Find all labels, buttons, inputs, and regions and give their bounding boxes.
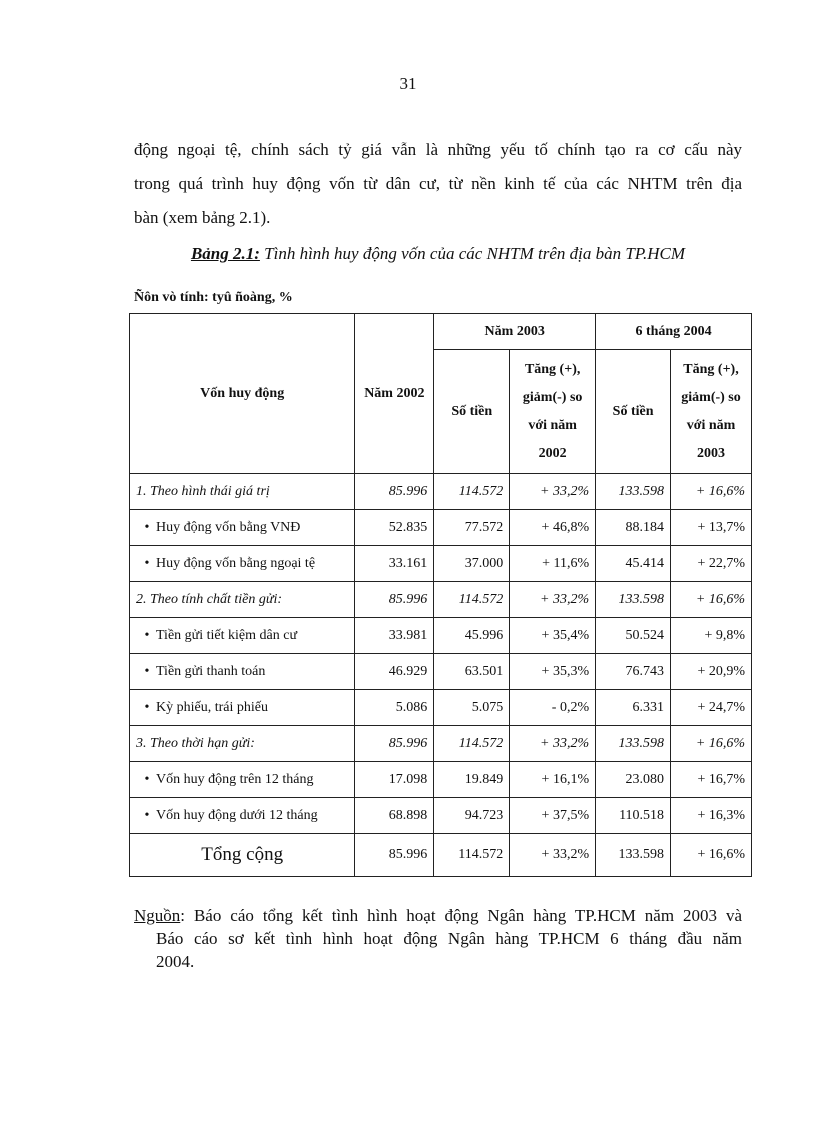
cell-change-2003: + 16,1% [510,762,596,798]
table-row-section [130,582,752,618]
cell-2002: 85.996 [355,474,434,510]
cell-change-2003: + 35,4% [510,618,596,654]
paragraph-line: trong quá trình huy động vốn từ dân cư, từ nền kinh tế của các NHTM trên địa [134,174,742,193]
cell-change-2003: + 35,3% [510,654,596,690]
total-2002: 85.996 [355,834,434,877]
source-text: : Báo cáo tổng kết tình hình hoạt động Ngân hàng TP.HCM năm 2003 và [180,906,742,925]
header-change-line: giảm(-) so [681,389,741,405]
cell-change-2004: + 16,6% [671,474,752,510]
source-line [134,904,742,927]
page-number: 31 [399,74,417,93]
cell-change-2003: + 46,8% [510,510,596,546]
cell-change-2004: + 13,7% [671,510,752,546]
header-amount-2003: Số tiền [434,350,510,474]
paragraph-line: bàn (xem bảng 2.1). [134,208,271,227]
header-amount-2004: Số tiền [596,350,671,474]
cell-2004: 45.414 [596,546,671,582]
cell-2003: 63.501 [434,654,510,690]
cell-change-2004: + 24,7% [671,690,752,726]
cell-2003: 37.000 [434,546,510,582]
body-paragraph [134,133,742,235]
cell-change-2003: + 37,5% [510,798,596,834]
cell-2004: 6.331 [596,690,671,726]
table-row [130,690,752,726]
cell-2003: 94.723 [434,798,510,834]
source-line: Báo cáo sơ kết tình hình hoạt động Ngân hàng TP.HCM 6 tháng đầu năm [156,929,742,948]
row-label: 3. Theo thời hạn gửi: [130,726,355,762]
total-2003: 114.572 [434,834,510,877]
cell-2004: 110.518 [596,798,671,834]
cell-2003: 5.075 [434,690,510,726]
table-row [130,762,752,798]
bullet-icon: • [144,699,150,715]
row-label-cell [130,798,355,834]
table-caption [134,244,742,264]
cell-2004: 88.184 [596,510,671,546]
source-label: Nguồn [134,906,181,925]
header-2002: Năm 2002 [355,314,434,474]
unit-note: Ñôn vò tính: tyû ñoàng, % [134,290,293,305]
table-row [130,546,752,582]
cell-change-2004: + 16,6% [671,726,752,762]
total-change-2004: + 16,6% [671,834,752,877]
cell-2004: 50.524 [596,618,671,654]
header-change-line: với năm [686,417,736,433]
capital-mobilization-table [129,313,752,877]
cell-2003: 77.572 [434,510,510,546]
header-change-line: Tăng (+), [683,361,739,377]
header-change-line: với năm [528,417,577,433]
table-row [130,618,752,654]
header-change-line: giảm(-) so [522,389,583,405]
row-label: 1. Theo hình thái giá trị [130,474,355,510]
header-2004: 6 tháng 2004 [596,314,752,350]
cell-change-2004: + 22,7% [671,546,752,582]
cell-2002: 85.996 [355,582,434,618]
cell-change-2004: + 20,9% [671,654,752,690]
cell-2002: 5.086 [355,690,434,726]
cell-2002: 17.098 [355,762,434,798]
row-label: 2. Theo tính chất tiền gửi: [130,582,355,618]
cell-2002: 33.161 [355,546,434,582]
table-row [130,510,752,546]
cell-change-2003: + 33,2% [510,726,596,762]
cell-change-2003: + 33,2% [510,474,596,510]
cell-2004: 133.598 [596,582,671,618]
bullet-icon: • [144,555,150,571]
cell-2004: 23.080 [596,762,671,798]
cell-2003: 45.996 [434,618,510,654]
row-label: Kỳ phiếu, trái phiếu [156,699,268,715]
row-label-cell [130,618,355,654]
bullet-icon: • [144,519,150,535]
header-change-line: 2003 [697,445,726,461]
header-2003: Năm 2003 [434,314,596,350]
header-capital: Vốn huy động [130,314,355,474]
cell-2004: 133.598 [596,726,671,762]
cell-change-2004: + 16,7% [671,762,752,798]
cell-change-2004: + 16,3% [671,798,752,834]
bullet-icon: • [144,627,150,643]
cell-change-2003: + 33,2% [510,582,596,618]
cell-2002: 33.981 [355,618,434,654]
bullet-icon: • [144,807,150,823]
row-label: Vốn huy động trên 12 tháng [156,771,314,787]
cell-2003: 114.572 [434,474,510,510]
cell-2003: 114.572 [434,726,510,762]
cell-2002: 85.996 [355,726,434,762]
table-row [130,798,752,834]
cell-2002: 68.898 [355,798,434,834]
table-row-section [130,474,752,510]
bullet-icon: • [144,771,150,787]
row-label-cell [130,690,355,726]
table-row-total [130,834,752,877]
table-row-section [130,726,752,762]
header-change-2003 [510,350,596,474]
cell-change-2004: + 9,8% [671,618,752,654]
bullet-icon: • [144,663,150,679]
row-label: Vốn huy động dưới 12 tháng [156,807,318,823]
cell-2002: 52.835 [355,510,434,546]
header-row [130,314,752,350]
header-change-2004 [671,350,752,474]
table-caption-text: Tình hình huy động vốn của các NHTM trên địa bàn TP.HCM [259,244,686,263]
row-label: Huy động vốn bằng VNĐ [156,519,301,535]
row-label-cell [130,546,355,582]
row-label-cell [130,510,355,546]
table-row [130,654,752,690]
cell-2003: 19.849 [434,762,510,798]
cell-2004: 76.743 [596,654,671,690]
source-line: 2004. [156,952,195,971]
cell-2002: 46.929 [355,654,434,690]
cell-change-2003: - 0,2% [510,690,596,726]
table-caption-label: Bảng 2.1: [190,244,260,263]
cell-change-2003: + 11,6% [510,546,596,582]
header-change-line: Tăng (+), [524,361,581,377]
total-change-2003: + 33,2% [510,834,596,877]
total-label: Tổng cộng [130,834,355,877]
total-2004: 133.598 [596,834,671,877]
cell-2003: 114.572 [434,582,510,618]
cell-change-2004: + 16,6% [671,582,752,618]
row-label-cell [130,654,355,690]
row-label-cell [130,762,355,798]
cell-2004: 133.598 [596,474,671,510]
source-note [134,904,742,973]
header-change-line: 2002 [538,445,567,461]
row-label: Tiền gửi thanh toán [156,663,266,679]
paragraph-line: động ngoại tệ, chính sách tỷ giá vẫn là những yếu tố chính tạo ra cơ cấu này [134,140,742,159]
row-label: Huy động vốn bằng ngoại tệ [156,555,316,571]
row-label: Tiền gửi tiết kiệm dân cư [156,627,298,643]
